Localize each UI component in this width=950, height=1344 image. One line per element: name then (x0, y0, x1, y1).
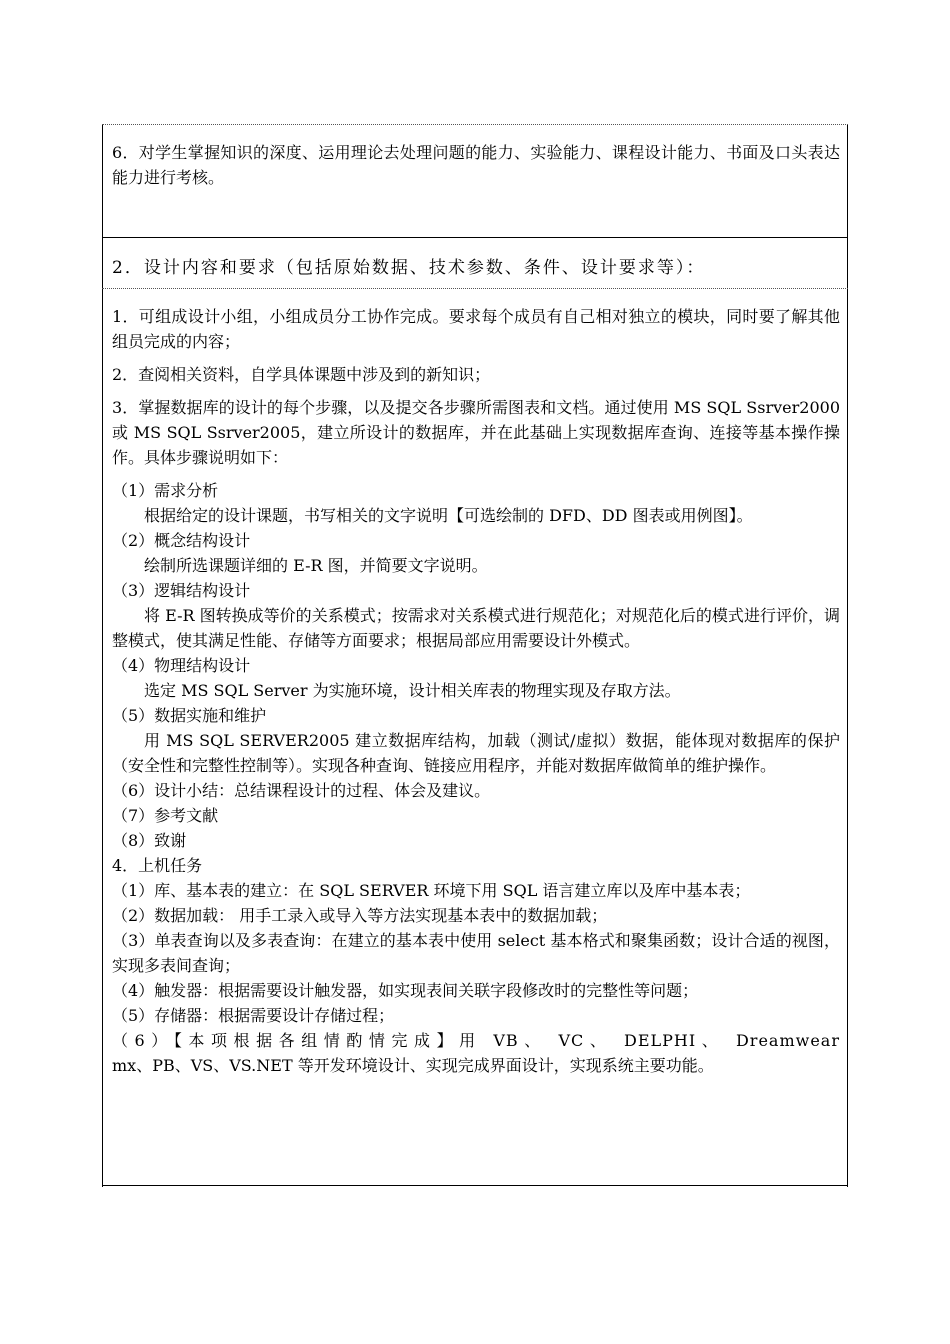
step-body: 将 E-R 图转换成等价的关系模式；按需求对关系模式进行规范化；对规范化后的模式进行评价，调整模式，使其满足性能、存储等方面要求；根据局部应用需要设计外模式。 (112, 606, 840, 650)
requirements-content (112, 304, 840, 1078)
table-top-border (102, 124, 848, 125)
step-title: （1）需求分析 (112, 481, 219, 500)
requirement-item: 2．查阅相关资料，自学具体课题中涉及到的新知识； (112, 365, 491, 384)
extra-item: （7）参考文献 (112, 806, 219, 825)
requirements-table (102, 124, 848, 1187)
task-item-line: （6）【本项根据各组情酌情完成】用 VB、 VC、 DELPHI、 Dreamwear (112, 1031, 840, 1050)
step-title: （4）物理结构设计 (112, 656, 251, 675)
table-left-border (102, 124, 103, 1187)
table-bottom-border (102, 1185, 848, 1186)
section-heading: 2．设计内容和要求（包括原始数据、技术参数、条件、设计要求等）： (112, 258, 706, 278)
task-item-line: mx、PB、VS、VS.NET 等开发环境设计、实现完成界面设计，实现系统主要功能。 (112, 1056, 714, 1075)
assessment-text: 6．对学生掌握知识的深度、运用理论去处理问题的能力、实验能力、课程设计能力、书面及口头表达能力进行考核。 (112, 143, 840, 187)
step-title: （5）数据实施和维护 (112, 706, 267, 725)
task-item: （2）数据加载： 用手工录入或导入等方法实现基本表中的数据加载； (112, 906, 608, 925)
step-body: 根据给定的设计课题，书写相关的文字说明【可选绘制的 DFD、DD 图表或用例图】。 (144, 506, 753, 525)
requirement-item: 1．可组成设计小组，小组成员分工协作完成。要求每个成员有自己相对独立的模块，同时要了解其他组员完成的内容； (112, 307, 840, 351)
table-right-border (847, 124, 848, 1187)
step-body: 选定 MS SQL Server 为实施环境，设计相关库表的物理实现及存取方法。 (144, 681, 681, 700)
assessment-cell (112, 140, 840, 190)
step-title: （3）逻辑结构设计 (112, 581, 251, 600)
extra-item: （8）致谢 (112, 831, 187, 850)
heading-divider (102, 288, 848, 289)
task-item: （4）触发器：根据需要设计触发器，如实现表间关联字段修改时的完整性等问题； (112, 981, 699, 1000)
extra-item: （6）设计小结：总结课程设计的过程、体会及建议。 (112, 781, 491, 800)
step-body: 用 MS SQL SERVER2005 建立数据库结构，加载（测试/虚拟）数据，能体现对数据库的保护（安全性和完整性控制等）。实现各种查询、链接应用程序，并能对数据库做简单的维护操作。 (112, 731, 840, 775)
task-item: （5）存储器：根据需要设计存储过程； (112, 1006, 395, 1025)
task-title: 4．上机任务 (112, 856, 203, 875)
step-title: （2）概念结构设计 (112, 531, 251, 550)
section-divider (102, 237, 848, 238)
step-body: 绘制所选课题详细的 E-R 图，并简要文字说明。 (144, 556, 488, 575)
task-item: （1）库、基本表的建立：在 SQL SERVER 环境下用 SQL 语言建立库以及库中基本表； (112, 881, 751, 900)
requirement-item: 3．掌握数据库的设计的每个步骤，以及提交各步骤所需图表和文档。通过使用 MS SQL Ssrver2000 或 MS SQL Ssrver2005，建立所设计的数据库，并在此基础上实现数据库查询、连接等基本操作操作。具体步骤说明如下： (112, 398, 840, 467)
task-item: （3）单表查询以及多表查询：在建立的基本表中使用 select 基本格式和聚集函数；设计合适的视图，实现多表间查询； (112, 931, 840, 975)
